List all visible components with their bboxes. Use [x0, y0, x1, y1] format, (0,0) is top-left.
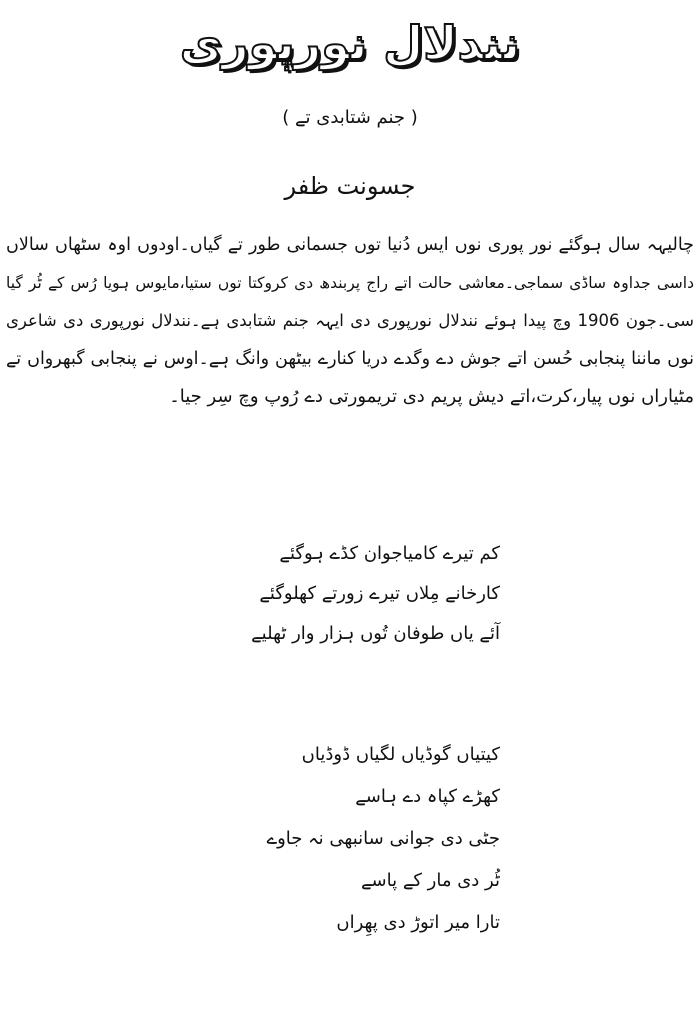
paragraph-line: سی۔جون 1906 وچ پیدا ہوئے نندلال نورپوری دی ایہہ جنم شتابدی ہے۔نندلال نورپوری دی شاعری [6, 311, 694, 330]
verse-line: کم تیرے کامیاجوان کڈے ہوگئے [279, 543, 500, 564]
verse-line: ٹُر دی مار کے پاسے [361, 870, 500, 891]
page-subtitle: ( جنم شتابدی تے ) [282, 107, 418, 128]
paragraph-line: چالیہہ سال ہوگئے نور پوری نوں ایس دُنیا توں جسمانی طور تے گیاں۔اودوں اوہ سٹھاں سالاں [6, 235, 694, 255]
intro-paragraph [6, 226, 694, 416]
author-name: جسونت ظفر [284, 172, 416, 200]
verse-line: کھڑے کپاہ دے ہاسے [355, 786, 500, 807]
verse-line: کارخانے مِلاں تیرے زورتے کھلوگئے [259, 583, 500, 604]
verse-block-2 [200, 734, 500, 944]
paragraph-line: مٹیاراں نوں پیار،کرت،اتے دیش پریم دی تریمورتی دے رُوپ وچ سِر جیا۔ [169, 386, 694, 407]
paragraph-line: داسی جداوہ ساڈی سماجی۔معاشی حالت اتے راج پربندھ دی کروکتا توں ستیا،مایوس ہویا رُس کے ٹُر گیا [6, 274, 694, 292]
paragraph-line: نوں ماننا پنجابی حُسن اتے جوش دے وگدے دریا کنارے بیٹھن وانگ ہے۔اوس نے پنجابی گبھرواں تے [6, 349, 694, 369]
page-title: نندلال نورپوری [179, 16, 521, 70]
verse-line: کیتیاں گوڈیاں لگیاں ڈوڈیاں [301, 744, 500, 765]
verse-line: آئے یاں طوفان تُوں ہزار وار ٹھلیے [251, 623, 500, 644]
verse-line: جٹی دی جوانی سانبھی نہ جاوے [266, 828, 500, 849]
verse-block-1 [200, 534, 500, 654]
verse-line: تارا میر اتوڑ دی پھِراں [336, 912, 500, 933]
